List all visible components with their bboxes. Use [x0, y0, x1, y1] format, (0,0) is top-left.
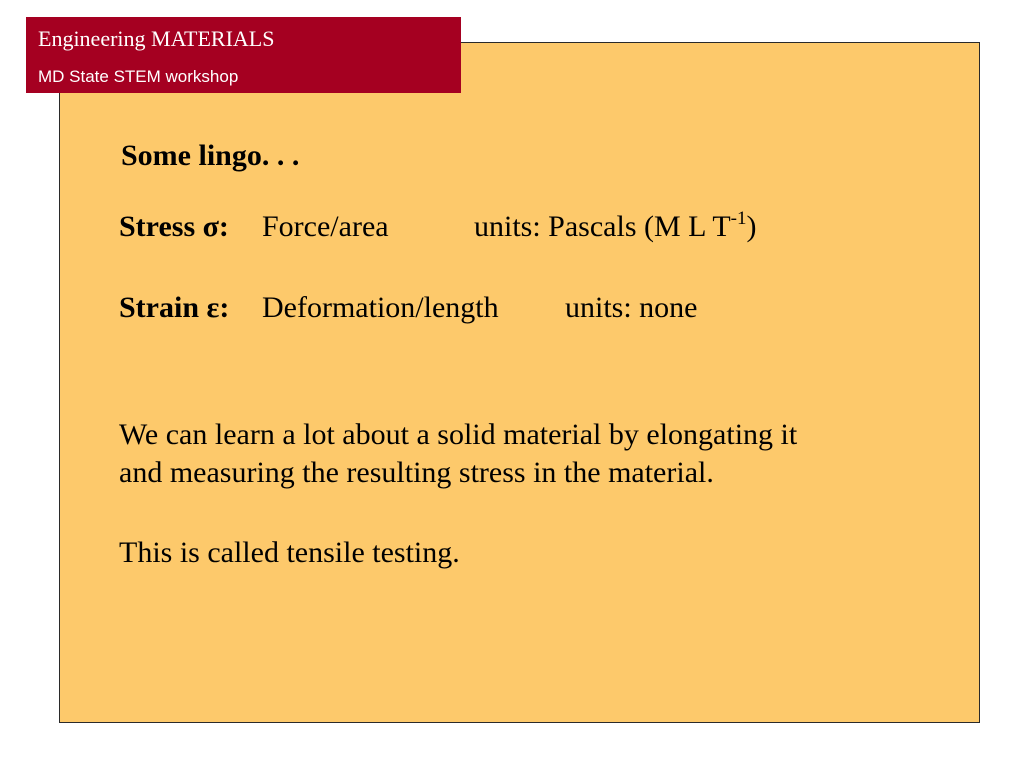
closing-text: This is called tensile testing.: [119, 536, 460, 569]
stress-term: Stress σ:: [119, 210, 229, 243]
stress-definition: Force/area: [262, 210, 389, 243]
stress-units: [474, 210, 756, 244]
header-title: Engineering MATERIALS: [38, 26, 275, 51]
header-banner: [26, 17, 461, 93]
body-paragraph-line-2: and measuring the resulting stress in the material.: [119, 456, 714, 489]
header-subtitle: MD State STEM workshop: [38, 67, 239, 86]
stress-units-close: ): [746, 210, 757, 243]
strain-units: units: none: [565, 291, 698, 324]
body-paragraph-line-1: We can learn a lot about a solid material by elongating it: [119, 418, 798, 451]
strain-term: Strain ε:: [119, 291, 230, 324]
stress-units-text: units: Pascals (M L T: [474, 210, 731, 243]
stress-definition-row: [119, 208, 757, 244]
strain-definition-row: [119, 291, 698, 325]
slide-heading: Some lingo. . .: [121, 139, 300, 172]
strain-definition: Deformation/length: [262, 291, 499, 324]
stress-units-exponent: -1: [730, 208, 747, 229]
body-paragraph: [119, 416, 919, 492]
